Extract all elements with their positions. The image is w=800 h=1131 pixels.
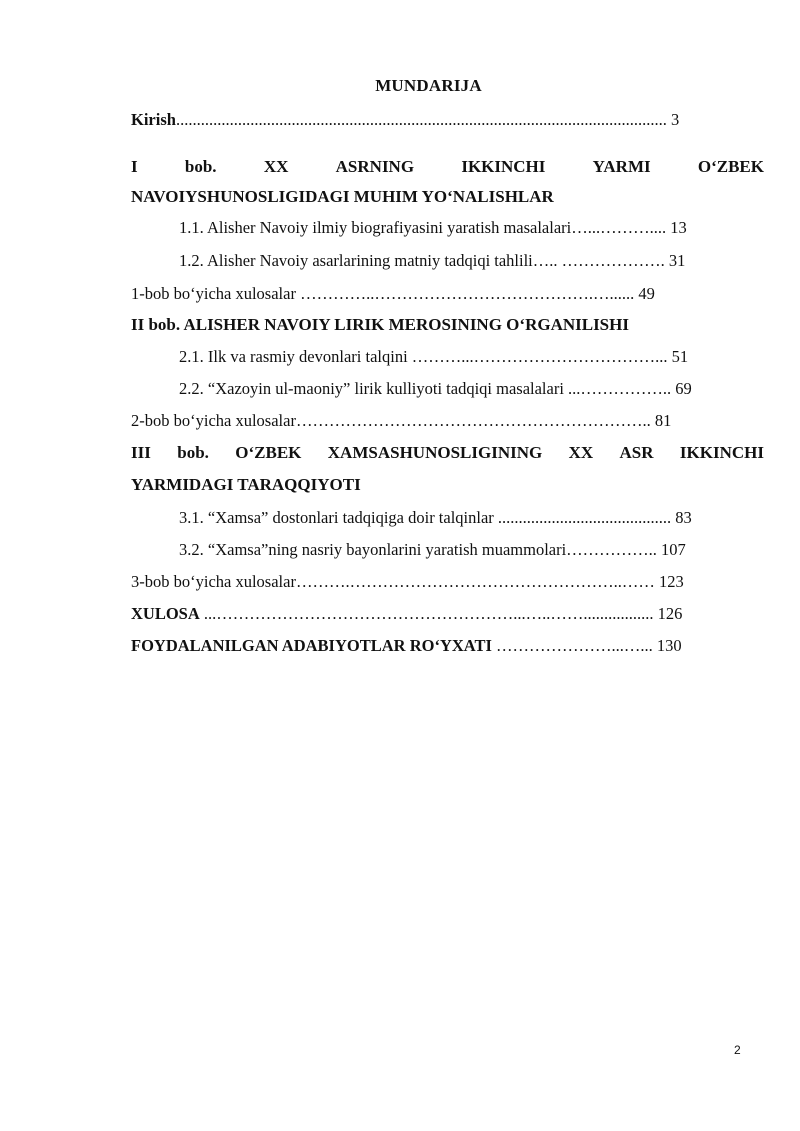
toc-xulosa-label: XULOSA	[131, 604, 200, 623]
toc-bibliography-rest: …………………...…... 130	[491, 636, 682, 655]
ch3-word: XX	[568, 443, 594, 462]
toc-entry-1-2: 1.2. Alisher Navoiy asarlarining matniy tadqiqi tahlili….. ………………. 31	[179, 251, 686, 270]
page-title: MUNDARIJA	[375, 76, 482, 95]
toc-kirish-label: Kirish	[131, 110, 176, 129]
page-number: 2	[734, 1043, 741, 1057]
toc-entry-ch1-summary: 1-bob bo‘yicha xulosalar …………..………………………………….…...... 49	[131, 284, 655, 303]
toc-entry-3-1: 3.1. “Xamsa” dostonlari tadqiqiga doir talqinlar .......................................... 83	[179, 508, 692, 527]
toc-entry-kirish	[131, 108, 764, 132]
toc-entry-ch2-summary: 2-bob bo‘yicha xulosalar……………………………………………………….. 81	[131, 411, 672, 430]
toc-entry-2-2: 2.2. “Xazoyin ul-maoniy” lirik kulliyoti tadqiqi masalalari ...…………….. 69	[179, 379, 692, 398]
ch1-word: IKKINCHI	[461, 157, 546, 176]
chapter-2-heading: II bob. ALISHER NAVOIY LIRIK MEROSINING O‘RGANILISHI	[131, 315, 629, 334]
chapter-3-heading-line1	[131, 441, 764, 465]
chapter-1-heading-line1	[131, 155, 764, 179]
toc-bibliography-label: FOYDALANILGAN ADABIYOTLAR RO‘YXATI	[131, 636, 492, 655]
toc-entry-2-1: 2.1. Ilk va rasmiy devonlari talqini ………...……………………………... 51	[179, 347, 689, 366]
toc-entry-3-2: 3.2. “Xamsa”ning nasriy bayonlarini yaratish muammolari…………….. 107	[179, 540, 686, 559]
ch3-word: O‘ZBEK	[235, 443, 302, 462]
toc-entry-1-1: 1.1. Alisher Navoiy ilmiy biografiyasini yaratish masalalari…...……….... 13	[179, 218, 687, 237]
ch3-word: IKKINCHI	[679, 443, 764, 462]
toc-entry-xulosa	[131, 602, 764, 626]
ch3-word: ASR	[619, 443, 654, 462]
ch3-word: bob.	[177, 443, 209, 462]
chapter-3-heading-line2: YARMIDAGI TARAQQIYOTI	[131, 475, 361, 494]
ch1-word: ASRNING	[335, 157, 415, 176]
ch3-word: XAMSASHUNOSLIGINING	[327, 443, 543, 462]
toc-xulosa-rest: ...………………………………………………...…..……................. 126	[199, 604, 683, 623]
toc-kirish-dots: .......................................................................................................................	[175, 110, 667, 129]
toc-kirish-page: 3	[666, 110, 680, 129]
document-page	[131, 0, 764, 1131]
ch1-word: O‘ZBEK	[697, 157, 764, 176]
ch1-word: YARMI	[592, 157, 651, 176]
toc-entry-ch3-summary: 3-bob bo‘yicha xulosalar……….…………………………………………..…… 123	[131, 572, 684, 591]
ch1-word: bob.	[184, 157, 217, 176]
ch3-word: III	[131, 443, 151, 462]
ch1-word: I	[131, 157, 138, 176]
chapter-1-heading-line2: NAVOIYSHUNOSLIGIDAGI MUHIM YO‘NALISHLAR	[131, 187, 554, 206]
toc-entry-bibliography	[131, 634, 764, 658]
ch1-word: XX	[263, 157, 289, 176]
